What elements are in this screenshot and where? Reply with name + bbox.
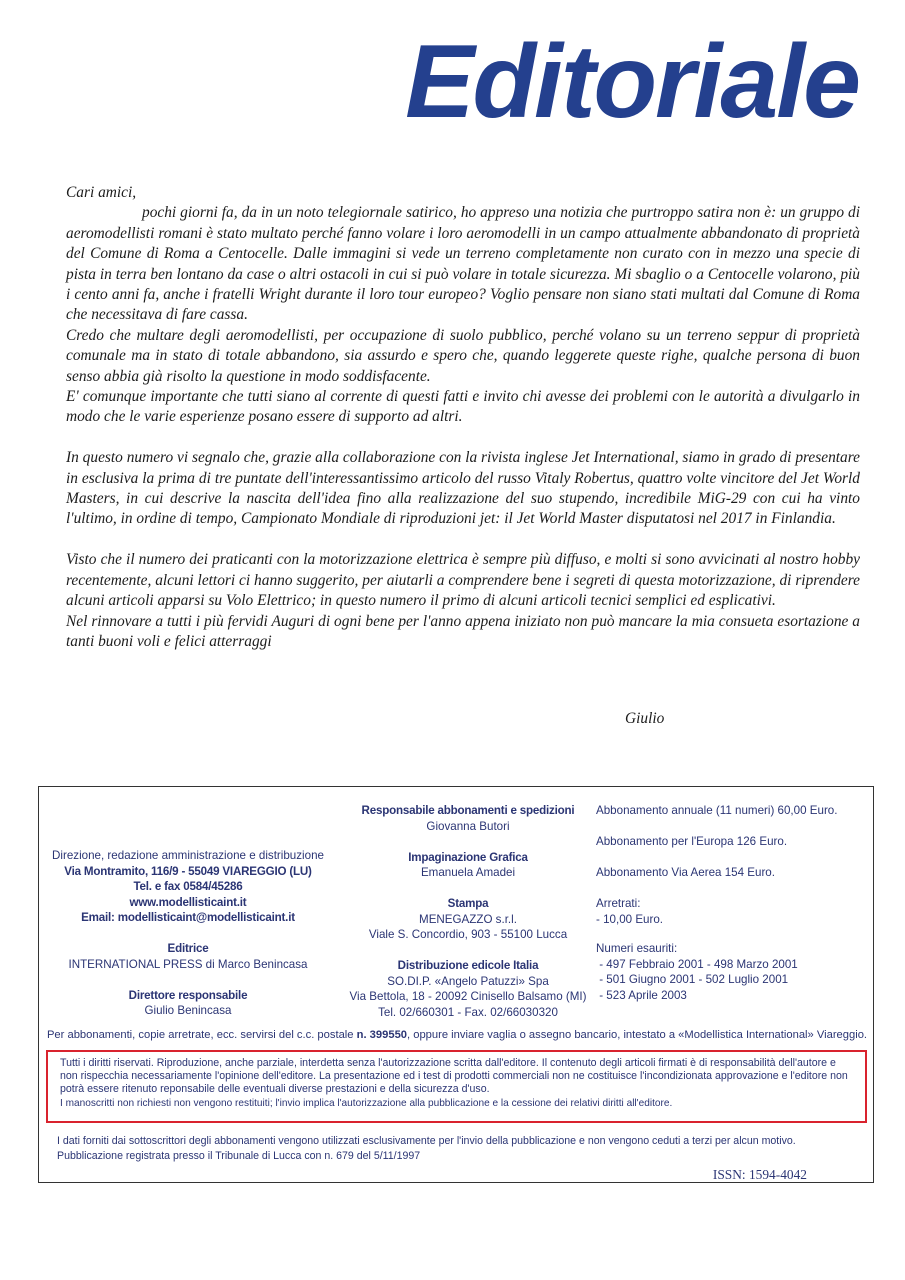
privacy-note (57, 1134, 857, 1163)
rights-notice (46, 1050, 867, 1123)
signature: Giulio (625, 710, 665, 727)
distribuzione-name: SO.DI.P. «Angelo Patuzzi» Spa (387, 974, 549, 988)
stampa-address: Viale S. Concordio, 903 - 55100 Lucca (368, 928, 568, 941)
editorial-paragraph: Visto che il numero dei praticanti con la motorizzazione elettrica è sempre più diffuso, e molti si sono avvicinati al nostro hobby recentemente, alcuni lettori ci hanno suggerito, per aiutarli a comprendere bene i segreti di questa motorizzazione, di riprendere alcuni articoli apparsi su Volo Elettrico; in questo numero il primo di alcuni articoli tecnici semplici ed esplicativi. (66, 551, 860, 610)
distribuzione-address: Via Bettola, 18 - 20092 Cinisello Balsamo (MI) (349, 990, 587, 1003)
abbonamento-annuale: Abbonamento annuale (11 numeri) 60,00 Euro. (596, 804, 838, 817)
esauriti-label: Numeri esauriti: (596, 942, 678, 955)
masthead-left-column (39, 848, 337, 1019)
abbonamento-europa: Abbonamento per l'Europa 126 Euro. (596, 835, 788, 848)
postal-note (39, 1029, 875, 1041)
arretrati-value: - 10,00 Euro. (596, 912, 664, 926)
page-title: Editoriale (405, 24, 859, 140)
issn: ISSN: 1594-4042 (712, 1167, 807, 1182)
esauriti-item: - 501 Giugno 2001 - 502 Luglio 2001 (596, 973, 789, 986)
grafica-value: Emanuela Amadei (420, 866, 516, 879)
stampa-name: MENEGAZZO s.r.l. (419, 912, 517, 926)
postal-text-before: Per abbonamenti, copie arretrate, ecc. servirsi del c.c. postale (46, 1029, 357, 1041)
manuscripts-note: I manoscritti non richiesti non vengono restituiti; l'invio implica l'autorizzazione alla pubblicazione e la cessione dei relativi diritti all'editore. (60, 1097, 673, 1109)
esauriti-item: - 497 Febbraio 2001 - 498 Marzo 2001 (596, 957, 798, 971)
distribuzione-label: Distribuzione edicole Italia (397, 959, 539, 972)
editrice-value: INTERNATIONAL PRESS di Marco Benincasa (68, 957, 308, 971)
editorial-letter (66, 183, 860, 652)
arretrati-label: Arretrati: (596, 897, 641, 910)
abbonamento-aerea: Abbonamento Via Aerea 154 Euro. (596, 866, 775, 879)
rights-text: Tutti i diritti riservati. Riproduzione, anche parziale, interdetta senza l'autorizzazione scritta dall'editore. Il contenuto degli articoli firmati è di responsabilità dell'autore e non rispecchia necessariamente l'opinione dell'editore. La presentazione ed i test di prodotti commerciali non ne costituisce l'incondizionata approvazione e l'editore non potrà essere ritenuto reponsabile delle eventuali diverse prestazioni e della sicurezza d'uso. (60, 1057, 848, 1096)
editorial-paragraph: E' comunque importante che tutti siano al corrente di questi fatti e invito chi avesse dei problemi con le autorità a divulgarlo in modo che le varie esperienze posano essere di supporto ad altri. (66, 388, 860, 426)
abbonamenti-value: Giovanna Butori (426, 819, 510, 833)
direzione-label: Direzione, redazione amministrazione e distribuzione (52, 849, 324, 862)
stampa-label: Stampa (447, 897, 489, 910)
privacy-text: I dati forniti dai sottoscrittori degli abbonamenti vengono utilizzati esclusivamente per l'invio della pubblicazione e non vengono ceduti a terzi per alcun motivo. (57, 1135, 796, 1147)
website-link[interactable]: www.modellisticaint.it (129, 895, 247, 909)
abbonamenti-label: Responsabile abbonamenti e spedizioni (361, 804, 575, 817)
direttore-label: Direttore responsabile (128, 988, 248, 1002)
direttore-value: Giulio Benincasa (144, 1004, 232, 1017)
editrice-label: Editrice (167, 942, 209, 955)
editorial-paragraph: pochi giorni fa, da in un noto telegiornale satirico, ho appreso una notizia che purtroppo satira non è: un gruppo di aeromodellisti romani è stato multato perché fanno volare i loro aeromodelli in un campo attualmente abbandonato di proprietà del Comune di Roma a Centocelle. Dalle immagini si vede un terreno completamente non curato con in mezzo una specie di pista in terra ben lontano da case o altri ostacoli in cui si può volare in totale sicurezza. Mi sbaglio o a Centocelle volarono, più i cento anni fa, anche i fratelli Wright durante il loro tour europeo? Voglio pensare non siano stati multati dal Comune di Roma che necessitava di fare cassa. (66, 204, 860, 324)
phone: Tel. e fax 0584/45286 (133, 880, 243, 893)
editorial-paragraph: Nel rinnovare a tutti i più fervidi Auguri di ogni bene per l'anno appena iniziato non può mancare la mia consueta esortazione a tanti buoni voli e felici atterraggi (66, 612, 860, 650)
postal-account-number: n. 399550 (356, 1029, 408, 1041)
registration-text: Pubblicazione registrata presso il Tribunale di Lucca con n. 679 del 5/11/1997 (57, 1149, 421, 1162)
postal-text-after: , oppure inviare vaglia o assegno bancario, intestato a «Modellistica International» Viareggio. (407, 1029, 868, 1041)
esauriti-item: - 523 Aprile 2003 (596, 988, 687, 1002)
email-link[interactable]: Email: modellisticaint@modellisticaint.it (81, 911, 295, 924)
distribuzione-phone: Tel. 02/660301 - Fax. 02/66030320 (378, 1005, 558, 1019)
editorial-paragraph: Credo che multare degli aeromodellisti, per occupazione di suolo pubblico, perché volano su un terreno seppur di proprietà comunale ma in stato di totale abbandono, sia assurdo e spero che, quando leggerete queste righe, qualche persona di buon senso abbia già risolto la questione in modo soddisfacente. (66, 326, 860, 385)
masthead-box (38, 786, 874, 1183)
masthead-middle-column (338, 803, 598, 1020)
grafica-label: Impaginazione Grafica (408, 850, 528, 864)
masthead-right-column (596, 803, 866, 1003)
greeting: Cari amici, (66, 184, 137, 201)
editorial-paragraph: In questo numero vi segnalo che, grazie alla collaborazione con la rivista inglese Jet International, siamo in grado di presentare in esclusiva la prima di tre puntate dell'interessantissimo articolo del russo Vitaly Robertus, quattro volte vincitore del Jet World Masters, in cui descrive la nascita dell'idea fino alla realizzazione del suo stupendo, incredibile MiG-29 con cui ha vinto l'ultimo, in ordine di tempo, Campionato Mondiale di riproduzioni jet: il Jet World Master disputatosi nel 2017 in Finlandia. (66, 449, 860, 528)
address: Via Montramito, 116/9 - 55049 VIAREGGIO (LU) (64, 864, 312, 878)
